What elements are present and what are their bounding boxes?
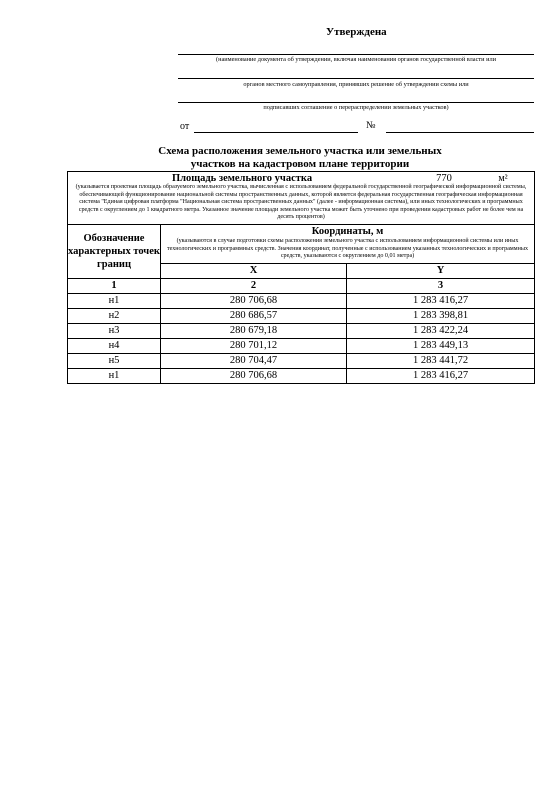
table-row xyxy=(68,293,535,308)
area-value: 770 xyxy=(436,173,452,184)
point-x: 280 704,47 xyxy=(161,353,347,368)
point-y: 1 283 416,27 xyxy=(347,293,535,308)
point-name: н1 xyxy=(68,293,161,308)
point-x: 280 706,68 xyxy=(161,293,347,308)
point-name: н4 xyxy=(68,338,161,353)
number-field-line xyxy=(386,132,534,133)
coordinates-table xyxy=(67,171,535,384)
table-row xyxy=(68,308,535,323)
point-name: н2 xyxy=(68,308,161,323)
point-name: н3 xyxy=(68,323,161,338)
table-row xyxy=(68,323,535,338)
point-y: 1 283 449,13 xyxy=(347,338,535,353)
point-y: 1 283 416,27 xyxy=(347,368,535,383)
number-label: № xyxy=(366,120,376,131)
title-line1: Схема расположения земельного участка или земельных xyxy=(158,145,442,157)
point-name: н5 xyxy=(68,353,161,368)
area-cell xyxy=(68,172,535,225)
point-y: 1 283 441,72 xyxy=(347,353,535,368)
col-y-header: Y xyxy=(347,263,535,278)
column-number-row xyxy=(68,278,535,293)
area-note: (указывается проектная площадь образуемого земельного участка, вычисленная с использованием федеральной государственной географической информационной системы, обеспечивающей функционирование национальной системы пространственных данных, которой является федеральная государственная географическая информационная система "Единая цифровая платформа "Национальная система пространственных данных" (далее - информационная система), или иных технологических и программных средств с округлением до 1 квадратного метра. Указанное значение площади земельного участка может быть уточнено при проведении кадастровых работ не более чем на десять процентов) xyxy=(75,184,527,221)
approval-document-line xyxy=(178,54,534,55)
title-line2: участков на кадастровом плане территории xyxy=(190,158,410,170)
header-row xyxy=(68,224,535,263)
area-label: Площадь земельного участка xyxy=(171,173,313,184)
approval-note-line1: (наименование документа об утверждении, включая наименования органов государственной власти или xyxy=(216,56,496,63)
authority-line xyxy=(178,78,534,79)
table-row xyxy=(68,368,535,383)
col-number-1: 1 xyxy=(68,278,161,293)
signatories-line xyxy=(178,102,534,103)
date-label: от xyxy=(180,121,190,132)
point-y: 1 283 398,81 xyxy=(347,308,535,323)
coords-header: Координаты, м xyxy=(311,225,384,237)
point-y: 1 283 422,24 xyxy=(347,323,535,338)
coords-header-cell xyxy=(161,224,535,263)
document-title xyxy=(130,145,470,171)
point-x: 280 686,57 xyxy=(161,308,347,323)
approved-heading: Утверждена xyxy=(326,26,387,38)
area-row xyxy=(68,172,535,225)
approval-note-line2: органов местного самоуправления, принявших решение об утверждении схемы или xyxy=(243,81,469,88)
point-name: н1 xyxy=(68,368,161,383)
table-row xyxy=(68,353,535,368)
point-x: 280 706,68 xyxy=(161,368,347,383)
point-x: 280 701,12 xyxy=(161,338,347,353)
marks-header: Обозначение характерных точек границ xyxy=(68,224,161,278)
coords-note: (указываются в случае подготовки схемы расположения земельного участка с использованием информационной системы или иных технологических и программных средств. Значения координат, полученные с использованием указанных технологических и программных средств, указываются с округлением до 0,01 метра) xyxy=(166,237,529,260)
col-number-3: 3 xyxy=(347,278,535,293)
date-field-line xyxy=(194,132,358,133)
col-number-2: 2 xyxy=(161,278,347,293)
approval-note-line3: подписавших соглашение о перераспределении земельных участков) xyxy=(263,104,449,111)
point-x: 280 679,18 xyxy=(161,323,347,338)
area-unit: м² xyxy=(498,173,508,184)
table-row xyxy=(68,338,535,353)
col-x-header: X xyxy=(161,263,347,278)
